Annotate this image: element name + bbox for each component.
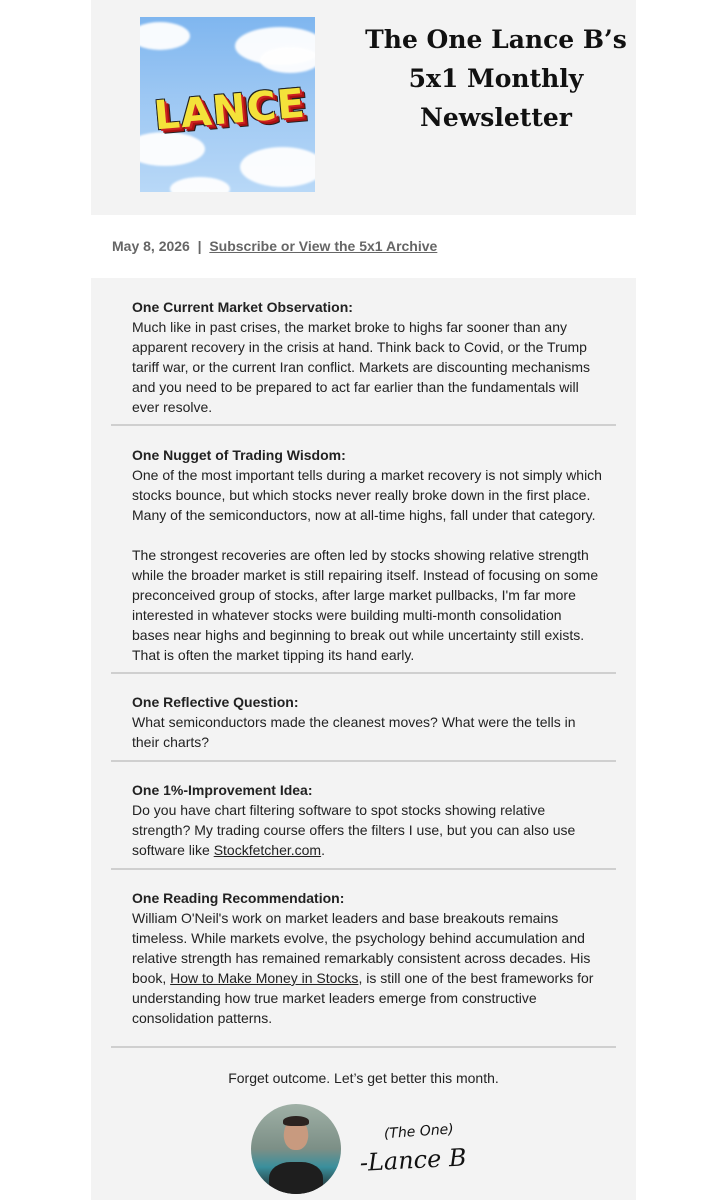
section-heading: One 1%-Improvement Idea: (132, 782, 313, 798)
issue-date: May 8, 2026 (112, 238, 190, 254)
signature (356, 1114, 486, 1184)
text-segment: . (321, 842, 325, 858)
section-text: One of the most important tells during a market recovery is not simply which stocks bounce, but which stocks never really broke down in the first place. Many of the semiconductors, now at all-time highs, fall under that category. (132, 467, 602, 523)
section-divider (111, 424, 616, 426)
text-segment: William O'Neil's work on market leaders and base breakouts remains timeless. While markets evolve, the psychology behind accumulation and relative strength has remained remarkably consistent across decades. His book, (132, 910, 591, 986)
section-text: Much like in past crises, the market broke to highs far sooner than any apparent recovery in the crisis at hand. Think back to Covid, or the Trump tariff war, or the current Iran conflict. Markets are discounting mechanisms and you need to be prepared to act far earlier than the fundamentals will ever resolve. (132, 319, 591, 415)
title-line-3: Newsletter (420, 103, 572, 132)
title-line-2: 5x1 Monthly (408, 64, 584, 93)
newsletter-header (91, 0, 636, 215)
book-link[interactable]: How to Make Money in Stocks (170, 970, 359, 986)
section-divider (111, 672, 616, 674)
author-avatar (251, 1104, 341, 1194)
section-heading: One Reading Recommendation: (132, 890, 345, 906)
subscribe-archive-link[interactable]: Subscribe or View the 5x1 Archive (209, 238, 438, 254)
section-reflective-question (132, 692, 602, 752)
section-divider (111, 868, 616, 870)
section-market-observation (132, 297, 602, 417)
dateline (112, 238, 437, 254)
signature-line-2: -Lance B (359, 1143, 468, 1177)
lance-logo (140, 17, 315, 192)
stockfetcher-link[interactable]: Stockfetcher.com (213, 842, 322, 858)
section-heading: One Reflective Question: (132, 694, 299, 710)
closing-line (91, 1068, 636, 1088)
section-text: What semiconductors made the cleanest moves? What were the tells in their charts? (132, 714, 576, 750)
text-segment: Do you have chart filtering software to spot stocks showing relative strength? My trading course offers the filters I use, but you can also use software like (132, 802, 576, 858)
section-text (132, 908, 602, 1028)
dateline-separator: | (197, 238, 202, 254)
signature-line-1: (The One) (383, 1121, 455, 1143)
newsletter-title (361, 20, 631, 137)
logo-text: LANCE (152, 80, 308, 140)
title-line-1: The One Lance B’s (365, 25, 627, 54)
newsletter-body (91, 278, 636, 1200)
section-reading-recommendation (132, 888, 602, 1028)
section-trading-wisdom (132, 445, 602, 665)
section-improvement-idea (132, 780, 602, 860)
section-heading: One Nugget of Trading Wisdom: (132, 447, 346, 463)
section-heading: One Current Market Observation: (132, 299, 353, 315)
section-divider (111, 760, 616, 762)
section-text (132, 800, 602, 860)
text-segment: , is still one of the best frameworks for understanding how true market leaders emerge from constructive consolidation patterns. (132, 970, 594, 1026)
section-text: The strongest recoveries are often led by stocks showing relative strength while the broader market is still repairing itself. Instead of focusing on some preconceived group of stocks, after large market pullbacks, I'm far more interested in whatever stocks were building multi-month consolidation bases near highs and beginning to break out while uncertainty still exists. That is often the market tipping its hand early. (132, 547, 599, 663)
section-divider (111, 1046, 616, 1048)
closing-text: Forget outcome. Let’s get better this month. (228, 1070, 499, 1086)
